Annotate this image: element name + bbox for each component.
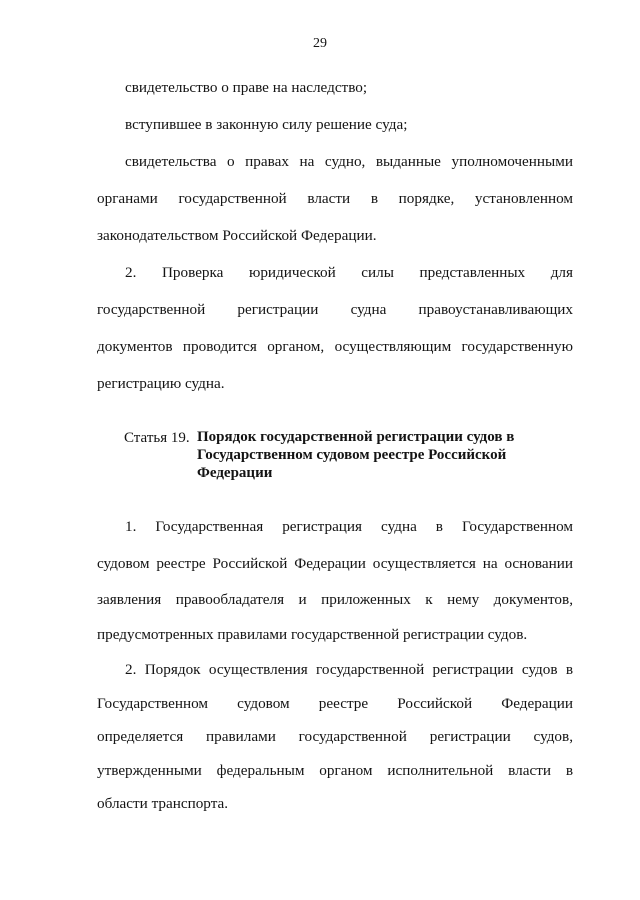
paragraph-line: Государственном судовом реестре Российской Федерации [97, 695, 573, 712]
paragraph-line: документов проводится органом, осуществляющим государственную [97, 338, 573, 355]
list-item: свидетельство о праве на наследство; [125, 79, 368, 96]
paragraph-line: регистрацию судна. [97, 375, 225, 392]
paragraph-line: законодательством Российской Федерации. [97, 227, 377, 244]
paragraph-line: заявления правообладателя и приложенных к нему документов, [97, 591, 573, 608]
article-title: Порядок государственной регистрации судов в Государственном судовом реестре Российской Федерации [197, 429, 515, 481]
article-label: Статья 19. [124, 430, 190, 446]
paragraph-line: определяется правилами государственной регистрации судов, [97, 728, 573, 745]
paragraph-line: органами государственной власти в порядке, установленном [97, 190, 573, 207]
paragraph-line: судовом реестре Российской Федерации осуществляется на основании [97, 555, 573, 572]
paragraph-line: предусмотренных правилами государственной регистрации судов. [97, 626, 528, 643]
paragraph-line: свидетельства о правах на судно, выданные уполномоченными [125, 153, 573, 170]
paragraph-line: 2. Порядок осуществления государственной регистрации судов в [125, 661, 573, 678]
paragraph-line: утвержденными федеральным органом исполнительной власти в [97, 762, 573, 779]
paragraph-line: области транспорта. [97, 795, 229, 812]
list-item: вступившее в законную силу решение суда; [125, 116, 408, 133]
paragraph-line: государственной регистрации судна правоустанавливающих [97, 301, 573, 318]
paragraph-line: 2. Проверка юридической силы представленных для [125, 264, 573, 281]
page-number: 29 [313, 36, 327, 51]
paragraph-line: 1. Государственная регистрация судна в Государственном [125, 518, 573, 535]
